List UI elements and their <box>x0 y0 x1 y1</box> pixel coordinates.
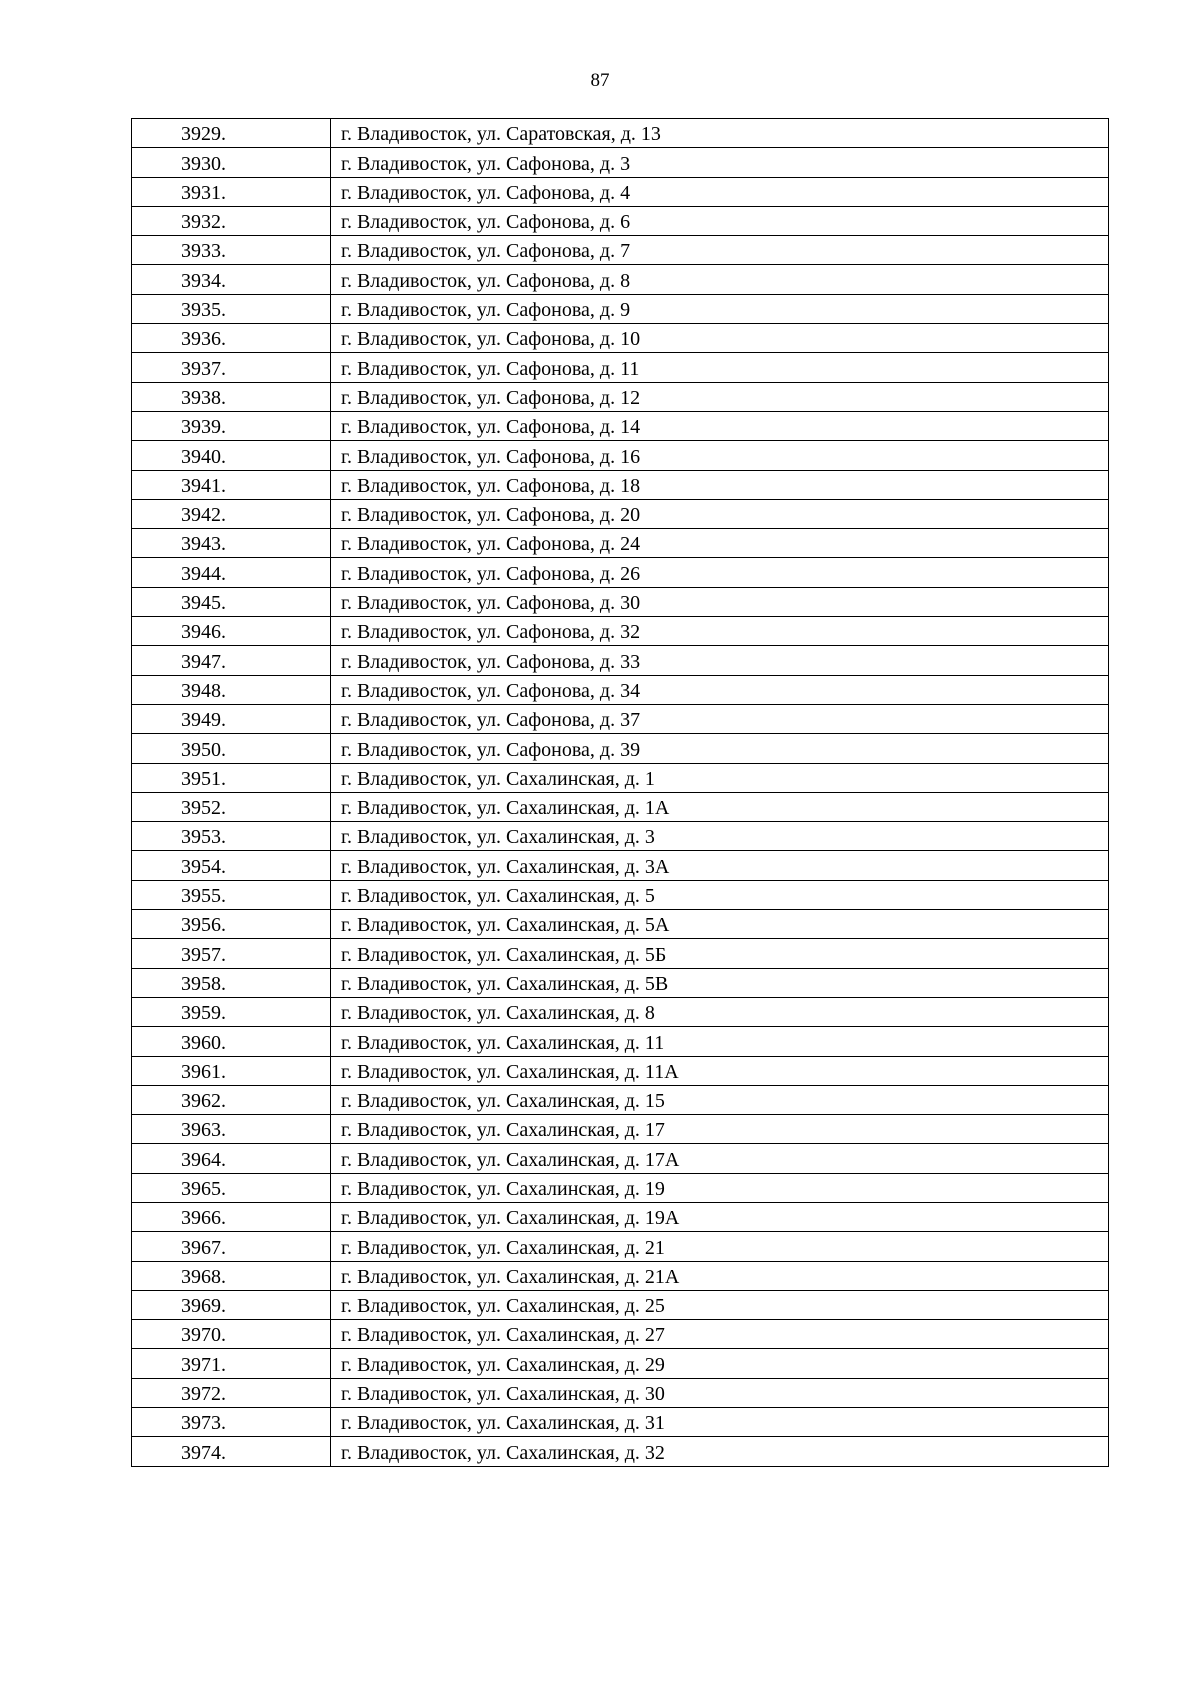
address-cell: г. Владивосток, ул. Сахалинская, д. 15 <box>331 1085 1109 1114</box>
address-cell: г. Владивосток, ул. Сафонова, д. 37 <box>331 704 1109 733</box>
row-number-cell: 3937. <box>132 353 331 382</box>
table-row <box>132 148 1109 177</box>
table-row <box>132 177 1109 206</box>
address-cell: г. Владивосток, ул. Сахалинская, д. 11 <box>331 1027 1109 1056</box>
address-cell: г. Владивосток, ул. Сафонова, д. 12 <box>331 382 1109 411</box>
table-row <box>132 265 1109 294</box>
table-row <box>132 119 1109 148</box>
address-cell: г. Владивосток, ул. Сафонова, д. 20 <box>331 499 1109 528</box>
address-cell: г. Владивосток, ул. Сахалинская, д. 17А <box>331 1144 1109 1173</box>
table-row <box>132 997 1109 1026</box>
table-row <box>132 382 1109 411</box>
row-number-cell: 3960. <box>132 1027 331 1056</box>
table-row <box>132 1202 1109 1231</box>
row-number-cell: 3947. <box>132 646 331 675</box>
page-number: 87 <box>590 70 610 91</box>
row-number-cell: 3973. <box>132 1408 331 1437</box>
address-cell: г. Владивосток, ул. Сафонова, д. 30 <box>331 587 1109 616</box>
row-number-cell: 3945. <box>132 587 331 616</box>
row-number-cell: 3943. <box>132 529 331 558</box>
row-number-cell: 3966. <box>132 1202 331 1231</box>
table-row <box>132 792 1109 821</box>
address-cell: г. Владивосток, ул. Сахалинская, д. 25 <box>331 1290 1109 1319</box>
row-number-cell: 3967. <box>132 1232 331 1261</box>
address-cell: г. Владивосток, ул. Сафонова, д. 3 <box>331 148 1109 177</box>
address-cell: г. Владивосток, ул. Сафонова, д. 33 <box>331 646 1109 675</box>
address-cell: г. Владивосток, ул. Сафонова, д. 9 <box>331 294 1109 323</box>
address-cell: г. Владивосток, ул. Сафонова, д. 11 <box>331 353 1109 382</box>
row-number-cell: 3939. <box>132 411 331 440</box>
row-number-cell: 3956. <box>132 910 331 939</box>
address-cell: г. Владивосток, ул. Сахалинская, д. 5 <box>331 880 1109 909</box>
row-number-cell: 3972. <box>132 1378 331 1407</box>
row-number-cell: 3935. <box>132 294 331 323</box>
table-row <box>132 1144 1109 1173</box>
address-cell: г. Владивосток, ул. Сафонова, д. 26 <box>331 558 1109 587</box>
row-number-cell: 3930. <box>132 148 331 177</box>
row-number-cell: 3971. <box>132 1349 331 1378</box>
address-cell: г. Владивосток, ул. Сафонова, д. 7 <box>331 236 1109 265</box>
row-number-cell: 3962. <box>132 1085 331 1114</box>
address-cell: г. Владивосток, ул. Сахалинская, д. 11А <box>331 1056 1109 1085</box>
address-cell: г. Владивосток, ул. Сахалинская, д. 3А <box>331 851 1109 880</box>
address-cell: г. Владивосток, ул. Сафонова, д. 6 <box>331 206 1109 235</box>
row-number-cell: 3940. <box>132 441 331 470</box>
row-number-cell: 3929. <box>132 119 331 148</box>
address-table-body <box>132 119 1109 1467</box>
row-number-cell: 3946. <box>132 617 331 646</box>
address-cell: г. Владивосток, ул. Сахалинская, д. 1А <box>331 792 1109 821</box>
address-cell: г. Владивосток, ул. Сахалинская, д. 5А <box>331 910 1109 939</box>
address-cell: г. Владивосток, ул. Саратовская, д. 13 <box>331 119 1109 148</box>
address-cell: г. Владивосток, ул. Сафонова, д. 16 <box>331 441 1109 470</box>
table-row <box>132 646 1109 675</box>
table-row <box>132 324 1109 353</box>
address-cell: г. Владивосток, ул. Сафонова, д. 39 <box>331 734 1109 763</box>
address-cell: г. Владивосток, ул. Сахалинская, д. 31 <box>331 1408 1109 1437</box>
address-cell: г. Владивосток, ул. Сафонова, д. 34 <box>331 675 1109 704</box>
table-row <box>132 939 1109 968</box>
address-cell: г. Владивосток, ул. Сафонова, д. 8 <box>331 265 1109 294</box>
row-number-cell: 3941. <box>132 470 331 499</box>
table-row <box>132 499 1109 528</box>
table-row <box>132 851 1109 880</box>
table-row <box>132 206 1109 235</box>
table-row <box>132 294 1109 323</box>
table-row <box>132 236 1109 265</box>
address-cell: г. Владивосток, ул. Сафонова, д. 4 <box>331 177 1109 206</box>
table-row <box>132 617 1109 646</box>
table-row <box>132 968 1109 997</box>
row-number-cell: 3954. <box>132 851 331 880</box>
row-number-cell: 3951. <box>132 763 331 792</box>
address-cell: г. Владивосток, ул. Сахалинская, д. 30 <box>331 1378 1109 1407</box>
table-row <box>132 411 1109 440</box>
row-number-cell: 3952. <box>132 792 331 821</box>
address-cell: г. Владивосток, ул. Сафонова, д. 32 <box>331 617 1109 646</box>
address-cell: г. Владивосток, ул. Сахалинская, д. 3 <box>331 822 1109 851</box>
row-number-cell: 3950. <box>132 734 331 763</box>
row-number-cell: 3961. <box>132 1056 331 1085</box>
address-cell: г. Владивосток, ул. Сахалинская, д. 21 <box>331 1232 1109 1261</box>
table-row <box>132 1261 1109 1290</box>
address-cell: г. Владивосток, ул. Сафонова, д. 10 <box>331 324 1109 353</box>
row-number-cell: 3959. <box>132 997 331 1026</box>
row-number-cell: 3974. <box>132 1437 331 1466</box>
row-number-cell: 3970. <box>132 1320 331 1349</box>
address-cell: г. Владивосток, ул. Сафонова, д. 14 <box>331 411 1109 440</box>
row-number-cell: 3955. <box>132 880 331 909</box>
address-cell: г. Владивосток, ул. Сахалинская, д. 29 <box>331 1349 1109 1378</box>
table-row <box>132 529 1109 558</box>
row-number-cell: 3942. <box>132 499 331 528</box>
address-cell: г. Владивосток, ул. Сахалинская, д. 8 <box>331 997 1109 1026</box>
table-row <box>132 1408 1109 1437</box>
address-cell: г. Владивосток, ул. Сахалинская, д. 17 <box>331 1115 1109 1144</box>
row-number-cell: 3968. <box>132 1261 331 1290</box>
row-number-cell: 3969. <box>132 1290 331 1319</box>
table-row <box>132 1056 1109 1085</box>
row-number-cell: 3953. <box>132 822 331 851</box>
row-number-cell: 3958. <box>132 968 331 997</box>
table-row <box>132 1027 1109 1056</box>
row-number-cell: 3932. <box>132 206 331 235</box>
table-row <box>132 880 1109 909</box>
table-row <box>132 353 1109 382</box>
row-number-cell: 3963. <box>132 1115 331 1144</box>
row-number-cell: 3964. <box>132 1144 331 1173</box>
row-number-cell: 3933. <box>132 236 331 265</box>
address-cell: г. Владивосток, ул. Сахалинская, д. 27 <box>331 1320 1109 1349</box>
table-row <box>132 1115 1109 1144</box>
address-cell: г. Владивосток, ул. Сафонова, д. 24 <box>331 529 1109 558</box>
address-cell: г. Владивосток, ул. Сафонова, д. 18 <box>331 470 1109 499</box>
table-row <box>132 910 1109 939</box>
table-row <box>132 763 1109 792</box>
table-row <box>132 1232 1109 1261</box>
row-number-cell: 3949. <box>132 704 331 733</box>
table-row <box>132 1320 1109 1349</box>
table-row <box>132 1290 1109 1319</box>
table-row <box>132 441 1109 470</box>
table-row <box>132 704 1109 733</box>
address-cell: г. Владивосток, ул. Сахалинская, д. 19А <box>331 1202 1109 1231</box>
table-row <box>132 1437 1109 1466</box>
row-number-cell: 3938. <box>132 382 331 411</box>
address-cell: г. Владивосток, ул. Сахалинская, д. 5Б <box>331 939 1109 968</box>
table-row <box>132 1378 1109 1407</box>
row-number-cell: 3965. <box>132 1173 331 1202</box>
table-row <box>132 1349 1109 1378</box>
table-row <box>132 675 1109 704</box>
table-row <box>132 822 1109 851</box>
row-number-cell: 3948. <box>132 675 331 704</box>
table-row <box>132 470 1109 499</box>
address-cell: г. Владивосток, ул. Сахалинская, д. 21А <box>331 1261 1109 1290</box>
address-cell: г. Владивосток, ул. Сахалинская, д. 32 <box>331 1437 1109 1466</box>
table-row <box>132 1085 1109 1114</box>
address-table <box>131 118 1109 1467</box>
row-number-cell: 3934. <box>132 265 331 294</box>
row-number-cell: 3936. <box>132 324 331 353</box>
table-row <box>132 587 1109 616</box>
table-row <box>132 734 1109 763</box>
table-row <box>132 558 1109 587</box>
row-number-cell: 3931. <box>132 177 331 206</box>
address-cell: г. Владивосток, ул. Сахалинская, д. 1 <box>331 763 1109 792</box>
row-number-cell: 3957. <box>132 939 331 968</box>
address-cell: г. Владивосток, ул. Сахалинская, д. 19 <box>331 1173 1109 1202</box>
table-row <box>132 1173 1109 1202</box>
address-cell: г. Владивосток, ул. Сахалинская, д. 5В <box>331 968 1109 997</box>
row-number-cell: 3944. <box>132 558 331 587</box>
